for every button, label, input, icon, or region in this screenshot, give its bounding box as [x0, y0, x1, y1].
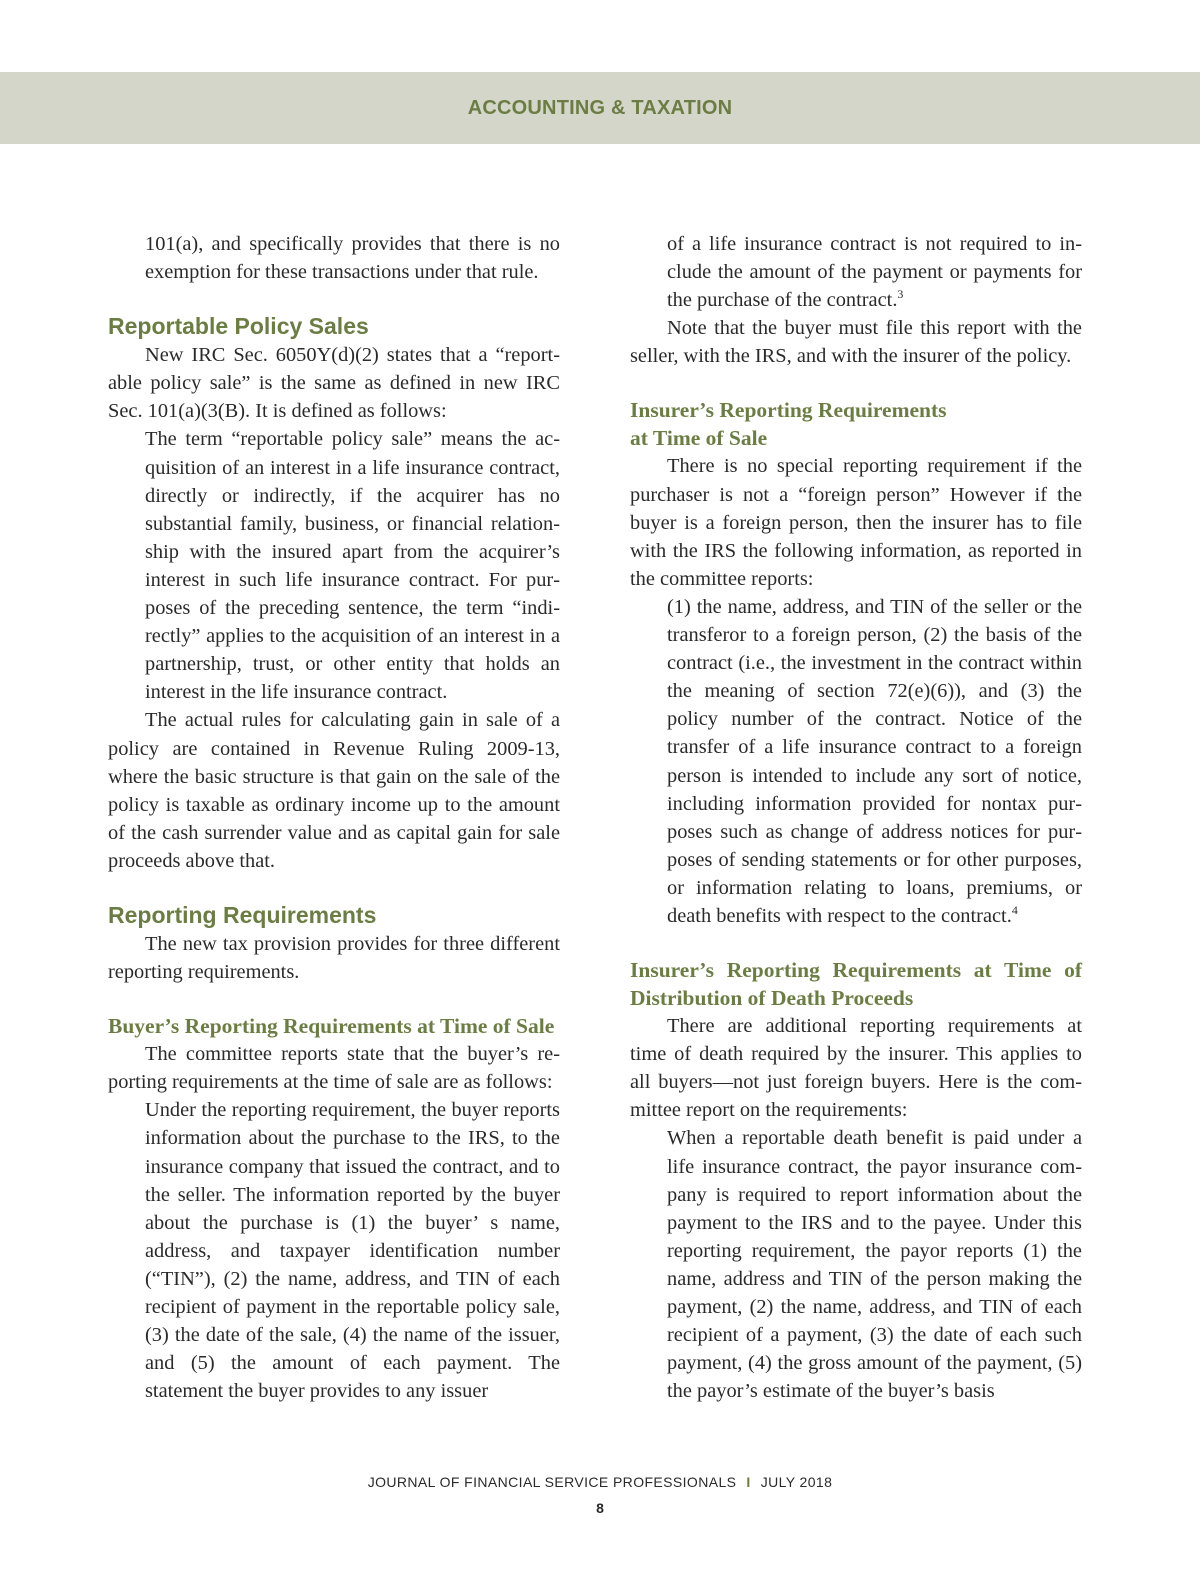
issue-date: JULY 2018 [760, 1474, 833, 1490]
quote-text: The term “reportable policy sale” means the acquisition of an interest in a life insurance contract, directly or indirectly, if the acquirer has no substantial family, business, or financial relationship with the insured apart from the acquirer’s interest in such life insurance contract. For purposes of the preceding sentence, the term “indirectly” applies to the acquisition of an interest in a partnership, trust, or other entity that holds an interest in the life insurance contract. [145, 428, 560, 704]
paragraph: There are additional reporting requirements at time of death required by the insurer. This applies to all buyers—not just foreign buyers. Here is the committee report on the requirements: [630, 1015, 1082, 1122]
quote-text: When a reportable death benefit is paid under a life insurance contract, the payor insurance company is required to report information about the payment to the IRS and to the payee. Under this reporting requirement, the payor reports (1) the name, address and TIN of the person making the payment, (2) the name, address, and TIN of each recipient of a payment, (3) the date of each such payment, (4) the gross amount of the payment, (5) the payor’s estimate of the buyer’s basis [667, 1127, 1082, 1403]
section-title: ACCOUNTING & TAXATION [467, 97, 733, 119]
paragraph: Note that the buyer must file this report with the seller, with the IRS, and with the insurer of the policy. [630, 317, 1082, 368]
footnote-ref-3: 3 [897, 287, 904, 302]
block-quote [667, 593, 1082, 930]
journal-name: JOURNAL OF FINANCIAL SERVICE PROFESSIONALS [367, 1474, 737, 1490]
paragraph: New IRC Sec. 6050Y(d)(2) states that a “reportable policy sale” is the same as defined in new IRC Sec. 101(a)(3(B). It is defined as follows: [108, 344, 560, 423]
quote-text [667, 230, 1082, 314]
block-quote [145, 1096, 560, 1405]
heading-buyers-reporting: Buyer’s Reporting Requirements at Time of Sale [108, 1014, 555, 1039]
quote-continued [145, 230, 560, 286]
block-quote-continued [667, 230, 1082, 314]
quote-text-span: (1) the name, address, and TIN of the seller or the transferor to a foreign person, (2) the basis of the contract (i.e., the investment in the contract within the meaning of section 72(e)(6)), and (3) the policy number of the contract. Notice of the transfer of a life insurance contract to a foreign person is intended to include any sort of notice, including information provided for nontax purposes such as change of address notices for purposes of sending statements or for other purposes, or information relating to loans, premiums, or death benefits with respect to the contract. [667, 595, 1082, 927]
heading-line-1: Insurer’s Reporting Requirements [630, 398, 947, 423]
paragraph: The committee reports state that the buyer’s reporting requirements at the time of sale are as follows: [108, 1043, 560, 1094]
left-column [108, 230, 560, 1405]
block-quote [145, 425, 560, 706]
heading-insurer-reporting-death: Insurer’s Reporting Requirements at Time of Distribution of Death Proceeds [630, 958, 1082, 1011]
footnote-ref-4: 4 [1011, 903, 1018, 918]
heading-reporting-requirements: Reporting Requirements [108, 901, 377, 928]
paragraph: 101(a), and specifically provides that there is no exemption for these transactions under that rule. [145, 233, 560, 284]
heading-line-2: at Time of Sale [630, 426, 768, 451]
quote-text [667, 593, 1082, 930]
quote-text-span: of a life insurance contract is not required to include the amount of the payment or payments for the purchase of the contract. [667, 233, 1082, 312]
paragraph: The actual rules for calculating gain in sale of a policy are contained in Revenue Ruling 2009-13, where the basic structure is that gain on the sale of the policy is taxable as ordinary income up to the amount of the cash surrender value and as capital gain for sale proceeds above that. [108, 709, 560, 872]
paragraph: There is no special reporting requirement if the purchaser is not a “foreign person” However if the buyer is a foreign person, then the insurer has to file with the IRS the following information, as reported in the committee reports: [630, 455, 1082, 590]
right-column [630, 230, 1082, 1405]
heading-reportable-policy-sales: Reportable Policy Sales [108, 313, 369, 340]
footer-separator: I [746, 1474, 751, 1490]
heading-insurer-reporting-sale [630, 396, 1082, 452]
page-number: 8 [596, 1500, 604, 1516]
quote-text: Under the reporting requirement, the buyer reports information about the purchase to the IRS, to the insurance company that issued the contract, and to the seller. The information reported by the buyer about the purchase is (1) the buyer’ s name, address, and taxpayer identification number (“TIN”), (2) the name, address, and TIN of each recipient of payment in the reportable policy sale, (3) the date of the sale, (4) the name of the issuer, and (5) the amount of each payment. The statement the buyer provides to any issuer [145, 1099, 560, 1403]
journal-footer [0, 1474, 1200, 1490]
block-quote [667, 1124, 1082, 1405]
paragraph: The new tax provision provides for three different reporting requirements. [108, 932, 560, 984]
